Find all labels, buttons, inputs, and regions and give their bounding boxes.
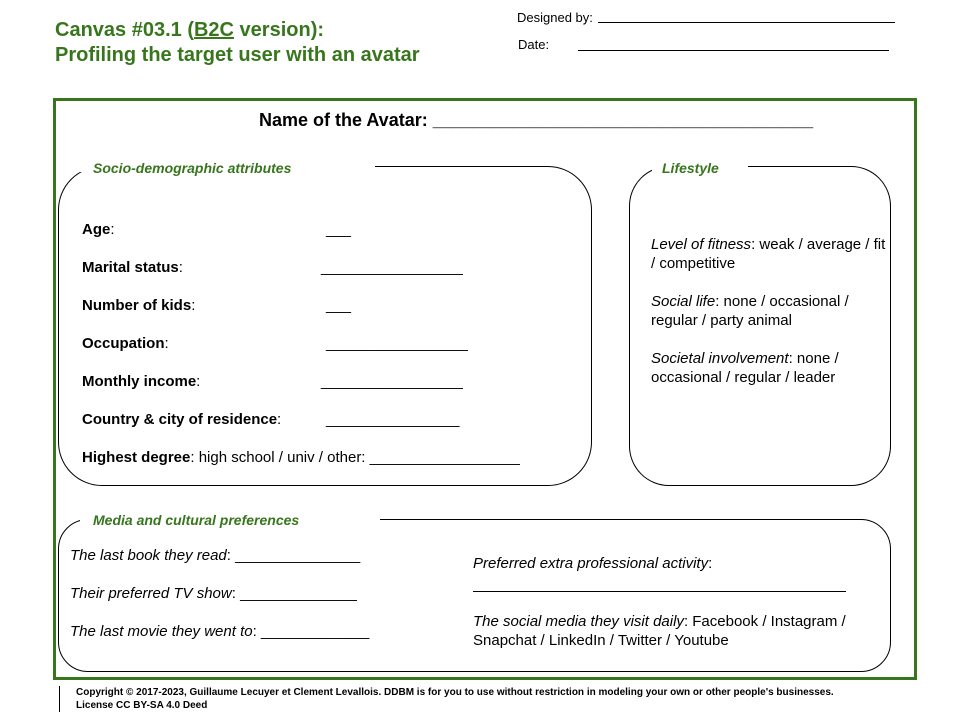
extra-professional-activity-blank[interactable] [473, 591, 846, 592]
monthly-income-field: Monthly income: [82, 373, 201, 390]
occupation-field: Occupation: [82, 335, 169, 352]
age-field: Age: [82, 221, 115, 238]
marital-status-field: Marital status: [82, 259, 183, 276]
occupation-blank[interactable]: _________________ [326, 335, 468, 352]
extra-professional-activity-field: Preferred extra professional activity: [473, 555, 713, 572]
socio-demographic-box [58, 166, 592, 486]
avatar-name-field[interactable]: Name of the Avatar: ______________________________________ [259, 110, 814, 130]
title-line-2: Profiling the target user with an avatar [55, 44, 420, 66]
designed-by-label: Designed by: [517, 10, 593, 25]
date-field[interactable] [578, 50, 889, 51]
social-life-item[interactable]: Social life: none / occasional / regular / party animal [651, 293, 849, 329]
number-of-kids-blank[interactable]: ___ [326, 297, 352, 314]
footer-divider [59, 686, 60, 712]
lifestyle-heading: Lifestyle [658, 160, 723, 176]
date-label: Date: [518, 37, 550, 52]
country-city-field: Country & city of residence: [82, 411, 282, 428]
monthly-income-blank[interactable]: _________________ [321, 373, 463, 390]
highest-degree-field[interactable]: Highest degree: high school / univ / other: __________________ [82, 449, 520, 466]
age-blank[interactable]: ___ [326, 221, 352, 238]
last-movie-field[interactable]: The last movie they went to: _____________ [70, 623, 370, 640]
marital-status-blank[interactable]: _________________ [321, 259, 463, 276]
copyright-line: Copyright © 2017-2023, Guillaume Lecuyer et Clement Levallois. DDBM is for you to use without restriction in modeling your own or other people's businesses. [76, 687, 834, 698]
media-heading: Media and cultural preferences [89, 512, 303, 528]
social-media-daily-field[interactable]: The social media they visit daily: Facebook / Instagram / Snapchat / LinkedIn / Twitter / Youtube [473, 613, 846, 649]
title-line-1: Canvas #03.1 (B2C version): [55, 19, 325, 41]
preferred-tv-show-field[interactable]: Their preferred TV show: ______________ [70, 585, 357, 602]
b2c-underlined: B2C [193, 19, 234, 41]
license-line: License CC BY-SA 4.0 Deed [76, 700, 208, 711]
socio-demographic-heading: Socio-demographic attributes [89, 160, 295, 176]
country-city-blank[interactable]: ________________ [326, 411, 460, 428]
last-book-field[interactable]: The last book they read: _______________ [70, 547, 361, 564]
societal-involvement-item[interactable]: Societal involvement: none / occasional / regular / leader [651, 350, 839, 386]
canvas-title [55, 18, 420, 68]
designed-by-field[interactable] [598, 22, 895, 23]
copyright-footer [76, 686, 834, 712]
number-of-kids-field: Number of kids: [82, 297, 196, 314]
level-of-fitness-item[interactable]: Level of fitness: weak / average / fit / competitive [651, 236, 886, 272]
